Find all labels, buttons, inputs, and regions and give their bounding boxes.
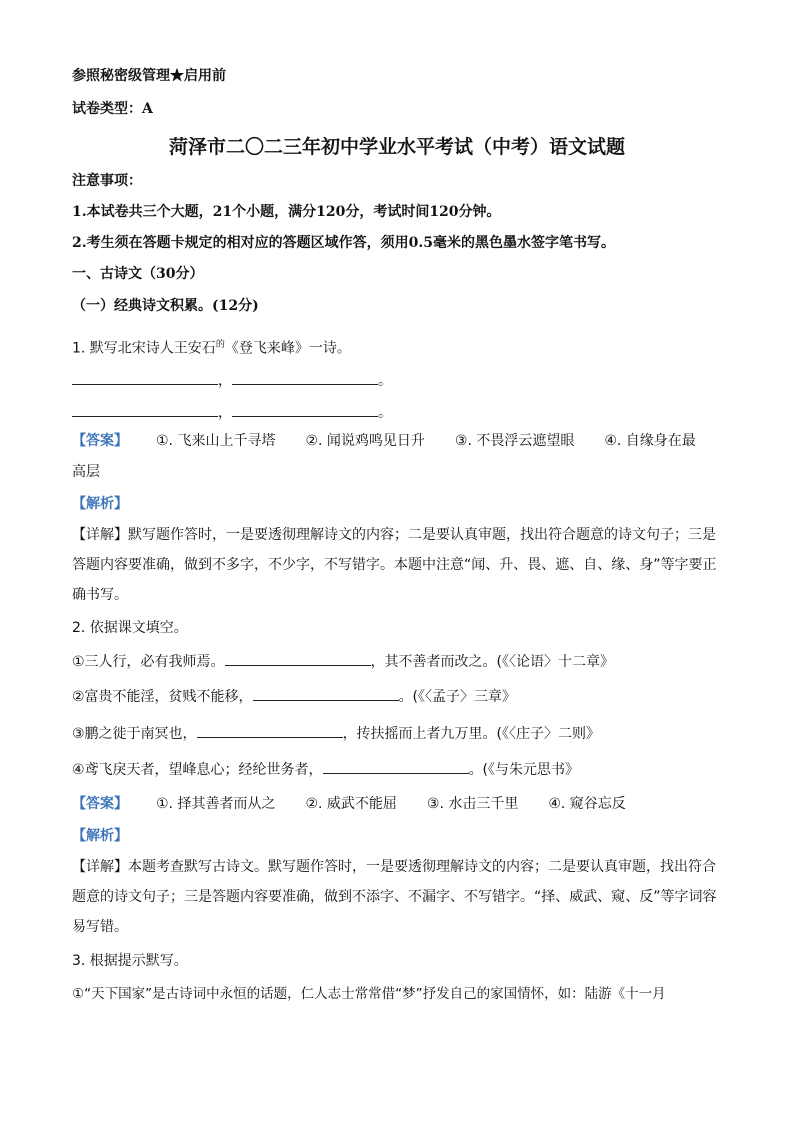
answer-item: ①. 择其善者而从之: [156, 796, 276, 812]
notice-item-1: 1.本试卷共三个大题，21个小题，满分120分，考试时间120分钟。: [72, 204, 501, 220]
answer-item: ④. 自缘身在最: [604, 433, 696, 449]
comma: ，: [218, 373, 232, 389]
answer-item: ①. 飞来山上千寻塔: [156, 433, 276, 449]
line-text: ①三人行，必有我师焉。: [72, 654, 225, 670]
notice-item-2: 2.考生须在答题卡规定的相对应的答题区域作答，须用0.5毫米的黑色墨水签字笔书写。: [72, 235, 615, 251]
analysis-label: 【解析】: [72, 828, 128, 844]
q2-line-3: [72, 722, 600, 744]
answer-item: ②. 威武不能屈: [305, 796, 397, 812]
page-title: 菏泽市二〇二三年初中学业水平考试（中考）语文试题: [168, 136, 625, 158]
q1-prompt: [72, 335, 351, 359]
paper-type: 试卷类型：A: [72, 101, 153, 117]
q3-line-1: ①“天下国家”是古诗词中永恒的话题，仁人志士常常借“梦”抒发自己的家国情怀，如：陆游《十一月: [72, 986, 666, 1002]
line-text: ，抟扶摇而上者九万里。(《〈庄子〉二则》: [342, 726, 601, 742]
analysis-label: 【解析】: [72, 496, 128, 512]
q1-prompt-end: 《登飞来峰》一诗。: [224, 340, 351, 357]
q1-blank-row-2: [72, 401, 392, 423]
q2-line-1: [72, 650, 614, 672]
q2-prompt: 2. 依据课文填空。: [72, 620, 188, 636]
subsection-heading: （一）经典诗文积累。(12分): [72, 298, 259, 314]
detail-text: 默写题作答时，一是要透彻理解诗文的内容；二是要认真审题，找出符合题意的诗文句子；三是答题内容要准确，做到不多字，不少字，不写错字。本题中注意“闻、升、畏、遮、自、缘、身”等字要正确书写。: [72, 527, 717, 603]
answer-item: ②. 闻说鸡鸣见日升: [305, 433, 425, 449]
section-heading: 一、古诗文（30分）: [72, 266, 204, 282]
answer-item: ③. 不畏浮云遮望眼: [454, 433, 575, 449]
answer-blank[interactable]: [197, 722, 343, 738]
line-text: ③鹏之徙于南冥也，: [72, 726, 197, 742]
q3-prompt: 3. 根据提示默写。: [72, 953, 188, 969]
answer-blank[interactable]: [232, 369, 378, 385]
q2-line-2: [72, 685, 516, 707]
answer-blank[interactable]: [253, 685, 399, 701]
answer-blank[interactable]: [225, 650, 371, 666]
q1-answer-wrap: 高层: [72, 464, 100, 480]
q1-prompt-small: 的: [215, 340, 225, 350]
answer-item: ④. 窥谷忘反: [548, 796, 626, 812]
detail-label: 【详解】: [72, 859, 128, 875]
q1-detail: [72, 520, 724, 610]
line-text: 。(《〈孟子〉三章》: [398, 689, 517, 705]
detail-text: 本题考查默写古诗文。默写题作答时，一是要透彻理解诗文的内容；二是要认真审题，找出符合题意的诗文句子；三是答题内容要准确，做到不添字、不漏字、不写错字。“择、威武、窥、反”等字词容易写错。: [72, 859, 717, 935]
line-text: ②富贵不能淫，贫贱不能移，: [72, 689, 253, 705]
answer-item: ③. 水击三千里: [426, 796, 519, 812]
q1-prompt-start: 1. 默写北宋诗人王安石: [72, 340, 216, 357]
secrecy-label: 参照秘密级管理★启用前: [72, 68, 226, 84]
line-text: ，其不善者而改之。(《〈论语〉十二章》: [370, 654, 615, 670]
q2-answer-row: [72, 794, 626, 814]
answer-blank[interactable]: [323, 758, 469, 774]
q2-line-4: [72, 758, 579, 780]
answer-label: 【答案】: [72, 433, 128, 449]
line-text: 。(《与朱元思书》: [468, 762, 580, 778]
answer-blank[interactable]: [232, 401, 378, 417]
detail-label: 【详解】: [72, 527, 128, 543]
answer-label: 【答案】: [72, 796, 128, 812]
line-text: ④鸢飞戾天者，望峰息心；经纶世务者，: [72, 762, 323, 778]
comma: ，: [218, 405, 232, 421]
period: 。: [378, 373, 392, 389]
notice-heading: 注意事项：: [72, 173, 142, 189]
answer-blank[interactable]: [72, 369, 218, 385]
q2-detail: [72, 852, 724, 942]
answer-blank[interactable]: [72, 401, 218, 417]
q1-answer-row: [72, 431, 696, 451]
q1-blank-row-1: [72, 369, 392, 391]
period: 。: [378, 405, 392, 421]
